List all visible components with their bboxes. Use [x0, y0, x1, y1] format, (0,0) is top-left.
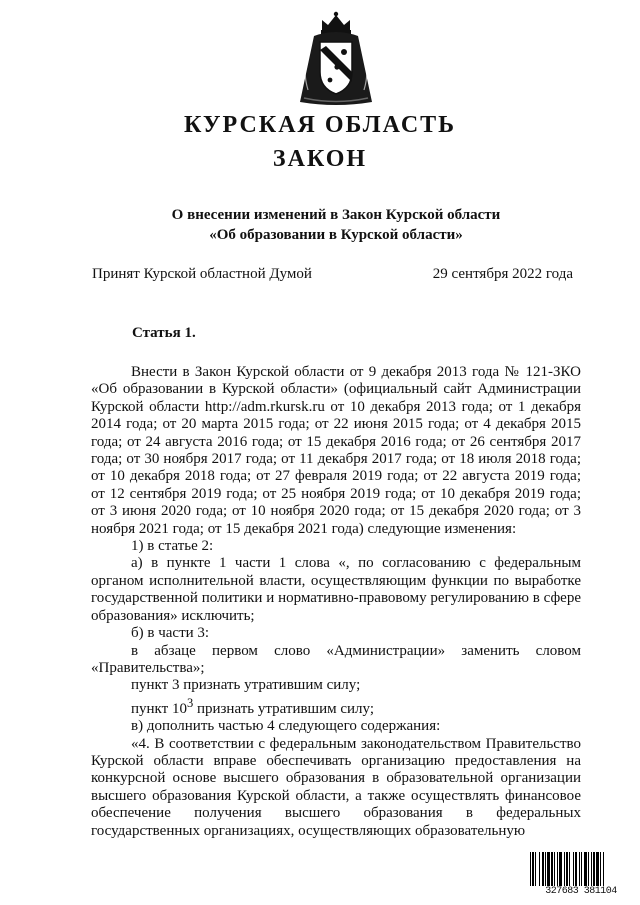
coat-of-arms-emblem — [292, 10, 380, 108]
region-title: КУРСКАЯ ОБЛАСТЬ — [183, 112, 457, 138]
item-1a: а) в пункте 1 части 1 слова «, по согласованию с федеральным органом исполнительной власти, осуществляющим функции по выработке государственной политики и нормативно-правовому регулированию в сфере образования» исключить; — [91, 555, 581, 624]
item-1: 1) в статье 2: — [131, 538, 214, 555]
article-heading: Статья 1. — [132, 325, 196, 341]
law-title-line-1: О внесении изменений в Закон Курской области — [171, 207, 501, 223]
item-1b: б) в части 3: — [131, 625, 210, 642]
adoption-date: 29 сентября 2022 года — [432, 266, 573, 282]
article-body — [91, 364, 581, 840]
part-4-text: «4. В соответствии с федеральным законодательством Правительство Курской области вправе обеспечивать организацию предоставления на конкурсной основе высшего образования в образовательной организации высшего образования Курской области, а также осуществлять финансовое обеспечение получения высшего образования в федеральных государственных организациях, осуществляющих образовательную — [91, 735, 581, 839]
point-10-superscript: 3 — [186, 695, 194, 710]
item-1b-abzac: в абзаце первом слово «Администрации» заменить словом «Правительства»; — [91, 642, 581, 676]
law-title-line-2: «Об образовании в Курской области» — [209, 227, 463, 243]
barcode — [530, 852, 632, 898]
barcode-bars — [530, 852, 632, 886]
law-title — [0, 205, 640, 245]
document-type: ЗАКОН — [272, 146, 368, 172]
barcode-number: 327683 381104 — [545, 886, 617, 897]
article-intro: Внести в Закон Курской области от 9 декабря 2013 года № 121-ЗКО «Об образовании в Курской области» (официальный сайт Администрации Курской области http://adm.rkursk.ru от 10 декабря 2013 года; от 1 декабря 2014 года; от 20 марта 2015 года; от 22 июня 2015 года; от 4 декабря 2015 года; от 24 августа 2016 года; от 15 декабря 2016 года; от 26 сентября 2017 года; от 30 ноября 2017 года; от 11 декабря 2017 года; от 18 июля 2018 года; от 10 декабря 2018 года; от 27 февраля 2019 года; от 22 августа 2019 года; от 12 сентября 2019 года; от 25 ноября 2019 года; от 10 декабря 2019 года; от 3 июня 2020 года; от 10 ноября 2020 года; от 15 декабря 2020 года; от 3 ноября 2021 года; от 15 декабря 2021 года) следующие изменения: — [91, 364, 581, 537]
point-10-prefix: пункт 10 — [131, 700, 187, 717]
item-1b-point-3: пункт 3 признать утратившим силу; — [131, 677, 361, 694]
adopted-by: Принят Курской областной Думой — [92, 266, 312, 282]
item-1c: в) дополнить частью 4 следующего содержания: — [131, 718, 441, 735]
point-10-suffix: признать утратившим силу; — [193, 700, 375, 717]
item-1b-point-10-3 — [91, 695, 581, 718]
